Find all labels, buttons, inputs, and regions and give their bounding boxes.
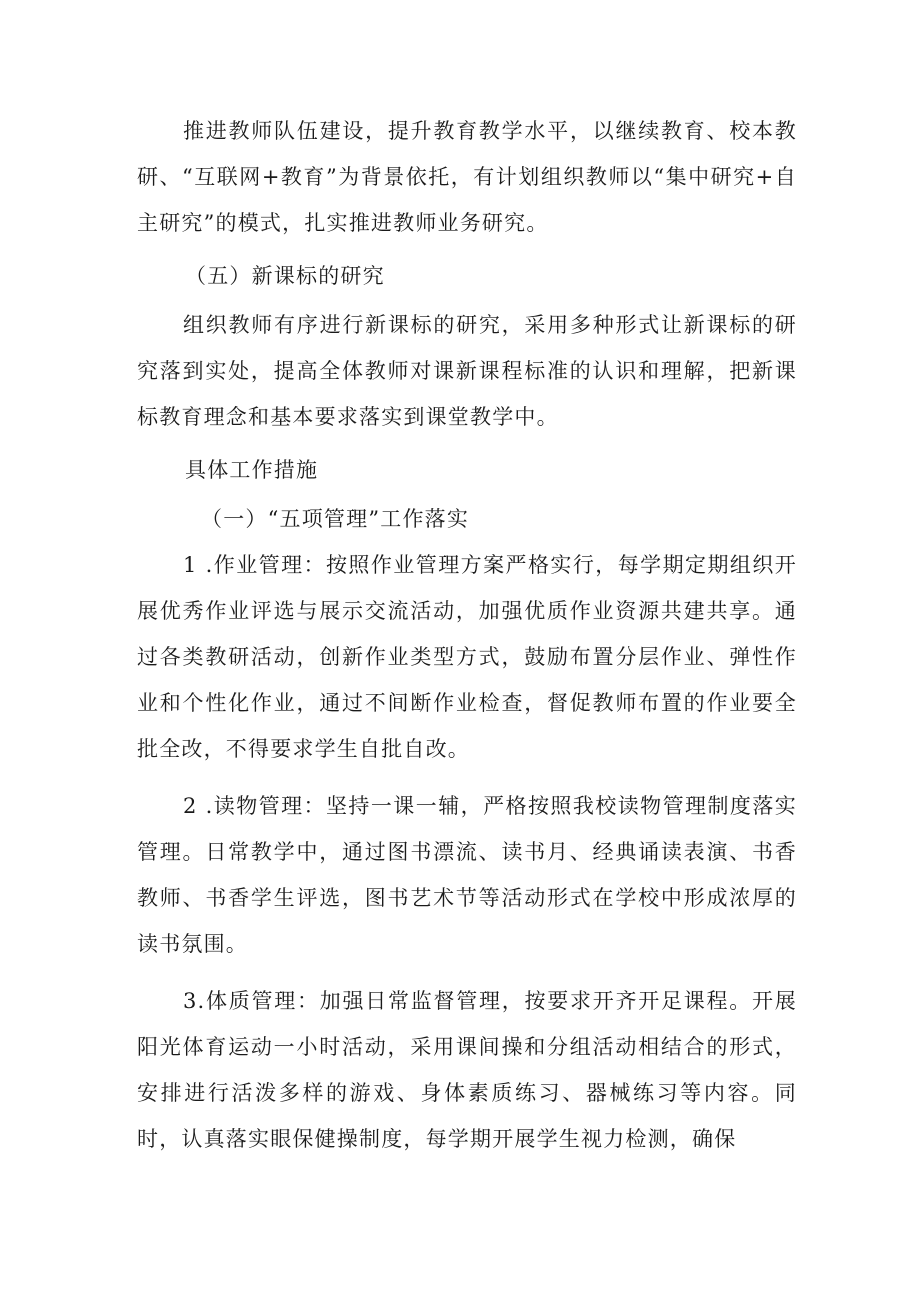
heading-new-curriculum: （五）新课标的研究 bbox=[185, 264, 385, 288]
paragraph-teacher-team: 推进教师队伍建设，提升教育教学水平，以继续教育、校本教研、“互联网+教育”为背景依托，有计划组织教师以“集中研究+自主研究”的模式，扎实推进教师业务研究。 bbox=[137, 119, 797, 235]
heading-work-measures: 具体工作措施 bbox=[185, 458, 319, 482]
paragraph-physical-management: 3.体质管理：加强日常监督管理，按要求开齐开足课程。开展阳光体育运动一小时活动，采用课间操和分组活动相结合的形式，安排进行活泼多样的游戏、身体素质练习、器械练习等内容。同时，认真落实眼保健操制度，每学期开展学生视力检测，确保 bbox=[137, 989, 797, 1151]
heading-five-management: （一）“五项管理”工作落实 bbox=[201, 507, 470, 531]
paragraph-homework-management: 1 .作业管理：按照作业管理方案严格实行，每学期定期组织开展优秀作业评选与展示交流活动，加强优质作业资源共建共享。通过各类教研活动，创新作业类型方式，鼓励布置分层作业、弹性作业和个性化作业，通过不间断作业检查，督促教师布置的作业要全批全改，不得要求学生自批自改。 bbox=[137, 553, 797, 761]
paragraph-new-curriculum: 组织教师有序进行新课标的研究，采用多种形式让新课标的研究落到实处，提高全体教师对课新课程标准的认识和理解，把新课标教育理念和基本要求落实到课堂教学中。 bbox=[137, 313, 797, 429]
paragraph-reading-management: 2 .读物管理：坚持一课一辅，严格按照我校读物管理制度落实管理。日常教学中，通过图书漂流、读书月、经典诵读表演、书香教师、书香学生评选，图书艺术节等活动形式在学校中形成浓厚的读书氛围。 bbox=[137, 794, 797, 956]
